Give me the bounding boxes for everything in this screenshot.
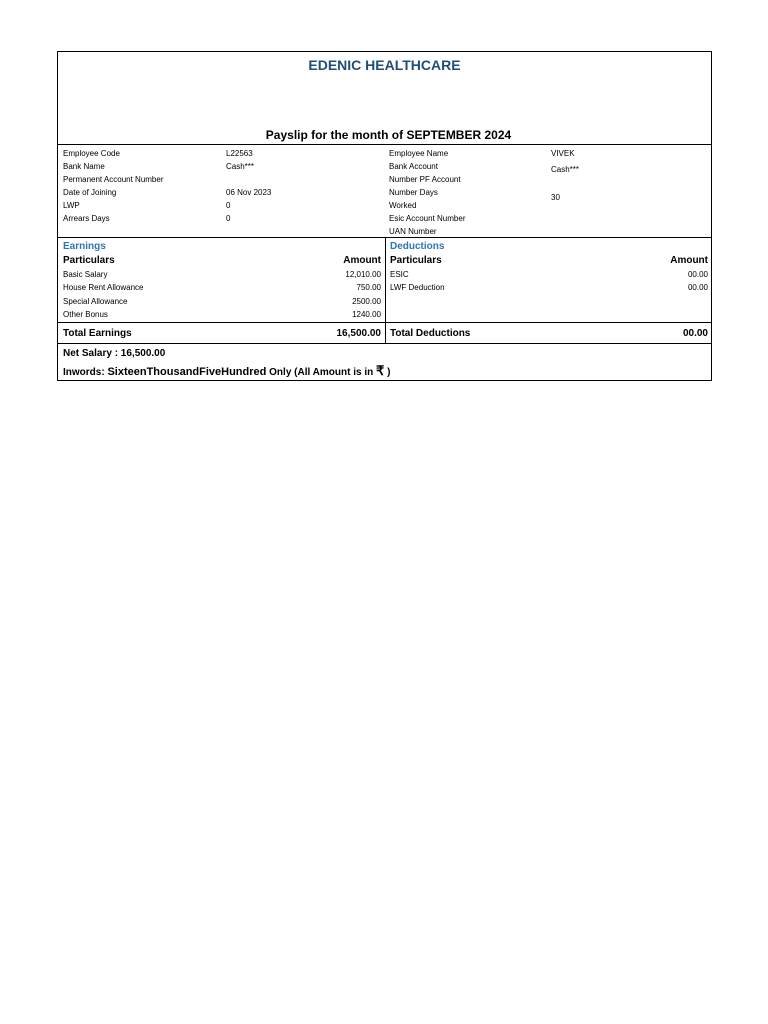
total-earnings-label: Total Earnings xyxy=(63,328,132,339)
divider xyxy=(58,343,711,344)
earning-amount: 750.00 xyxy=(356,283,381,292)
divider xyxy=(58,144,711,145)
column-divider xyxy=(385,237,386,343)
earning-name: Special Allowance xyxy=(63,297,128,306)
info-label: Worked xyxy=(389,201,417,210)
deductions-col-amount: Amount xyxy=(670,255,708,266)
amount-in-words: SixteenThousandFiveHundred xyxy=(107,366,267,378)
inwords-prefix: Inwords: xyxy=(63,367,105,378)
deduction-amount: 00.00 xyxy=(687,270,708,279)
earning-name: House Rent Allowance xyxy=(63,283,144,292)
payslip xyxy=(57,51,712,381)
info-value: Cash*** xyxy=(226,162,255,171)
info-value: 0 xyxy=(226,214,231,223)
payslip-title: Payslip for the month of SEPTEMBER 2024 xyxy=(265,128,512,142)
deductions-heading: Deductions xyxy=(390,241,445,252)
info-label: Arrears Days xyxy=(63,214,110,223)
company-name: EDENIC HEALTHCARE xyxy=(308,57,461,73)
info-value: 0 xyxy=(226,201,231,210)
earning-amount: 12,010.00 xyxy=(345,270,381,279)
inwords-line xyxy=(63,363,390,379)
earning-name: Other Bonus xyxy=(63,310,108,319)
info-label: Bank Name xyxy=(63,162,105,171)
bank-account-value: Cash*** xyxy=(551,165,580,174)
info-label: Employee Code xyxy=(63,149,120,158)
info-label: UAN Number xyxy=(389,227,437,236)
info-label: Bank Account xyxy=(389,162,438,171)
info-label: Permanent Account Number xyxy=(63,175,164,184)
info-label: Number Days xyxy=(389,188,438,197)
rupee-icon: ₹ xyxy=(376,363,385,378)
inwords-close: ) xyxy=(387,367,391,378)
total-deductions-value: 00.00 xyxy=(682,328,708,339)
total-earnings-value: 16,500.00 xyxy=(336,328,381,339)
total-deductions-label: Total Deductions xyxy=(390,328,471,339)
info-label: Number PF Account xyxy=(389,175,461,184)
earnings-heading: Earnings xyxy=(63,241,106,252)
info-label: LWP xyxy=(63,201,80,210)
earnings-col-amount: Amount xyxy=(343,255,381,266)
info-label: Employee Name xyxy=(389,149,449,158)
info-label: Esic Account Number xyxy=(389,214,466,223)
days-worked-value: 30 xyxy=(551,193,560,202)
earning-amount: 1240.00 xyxy=(352,310,381,319)
employee-name-value: VIVEK xyxy=(551,149,575,158)
divider xyxy=(58,322,711,323)
earnings-col-particulars: Particulars xyxy=(63,255,115,266)
info-value: L22563 xyxy=(226,149,253,158)
info-value: 06 Nov 2023 xyxy=(226,188,272,197)
earning-name: Basic Salary xyxy=(63,270,108,279)
inwords-suffix: Only (All Amount is in xyxy=(269,367,374,378)
net-salary: Net Salary : 16,500.00 xyxy=(63,348,166,359)
deduction-name: LWF Deduction xyxy=(390,283,445,292)
deduction-name: ESIC xyxy=(390,270,409,279)
deductions-col-particulars: Particulars xyxy=(390,255,442,266)
earning-amount: 2500.00 xyxy=(352,297,381,306)
deduction-amount: 00.00 xyxy=(687,283,708,292)
info-label: Date of Joining xyxy=(63,188,117,197)
